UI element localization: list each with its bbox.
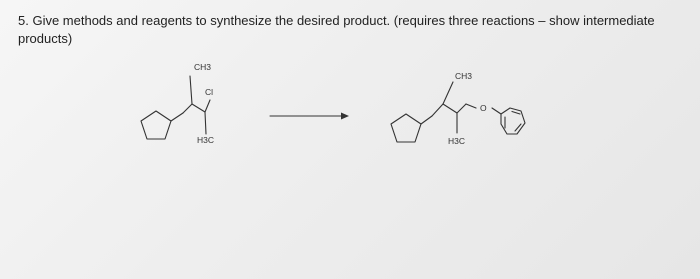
product-structure — [391, 71, 525, 146]
product-h3c-label — [448, 136, 465, 146]
reactant-bond — [183, 104, 192, 113]
product-bond — [466, 104, 476, 108]
product-cyclopentane-ring — [391, 114, 421, 142]
question-text: 5. Give methods and reagents to synthesize the desired product. (requires three reactions – show intermediate products) — [18, 13, 655, 46]
reactant-structure — [141, 62, 214, 145]
arrow-head — [341, 113, 349, 120]
product-ch3-text: CH3 — [455, 71, 473, 81]
reactant-bond — [192, 104, 205, 112]
product-bond — [443, 82, 453, 104]
product-bond — [457, 104, 466, 113]
reactant-bond — [190, 76, 192, 104]
product-bond — [492, 108, 501, 114]
reactant-ch3-label — [194, 62, 211, 72]
reactant-cl-label: Cl — [205, 87, 214, 97]
reactant-cyclopentane-ring — [141, 111, 171, 139]
product-oxygen-label: O — [480, 103, 487, 113]
reactant-bond — [205, 112, 206, 134]
product-ch3-label — [455, 71, 472, 81]
product-bond — [443, 104, 457, 113]
reactant-bond — [205, 100, 210, 112]
reactant-bond — [171, 113, 183, 121]
product-h3c-text: H3C — [448, 136, 466, 146]
reactant-ch3-text: CH3 — [194, 62, 212, 72]
reactant-h3c-text: H3C — [197, 135, 215, 145]
product-bond — [432, 104, 443, 116]
reaction-arrow — [270, 113, 349, 120]
product-bond — [421, 116, 432, 124]
product-benzene-double-bond — [512, 112, 520, 115]
reactant-h3c-label — [197, 135, 214, 145]
